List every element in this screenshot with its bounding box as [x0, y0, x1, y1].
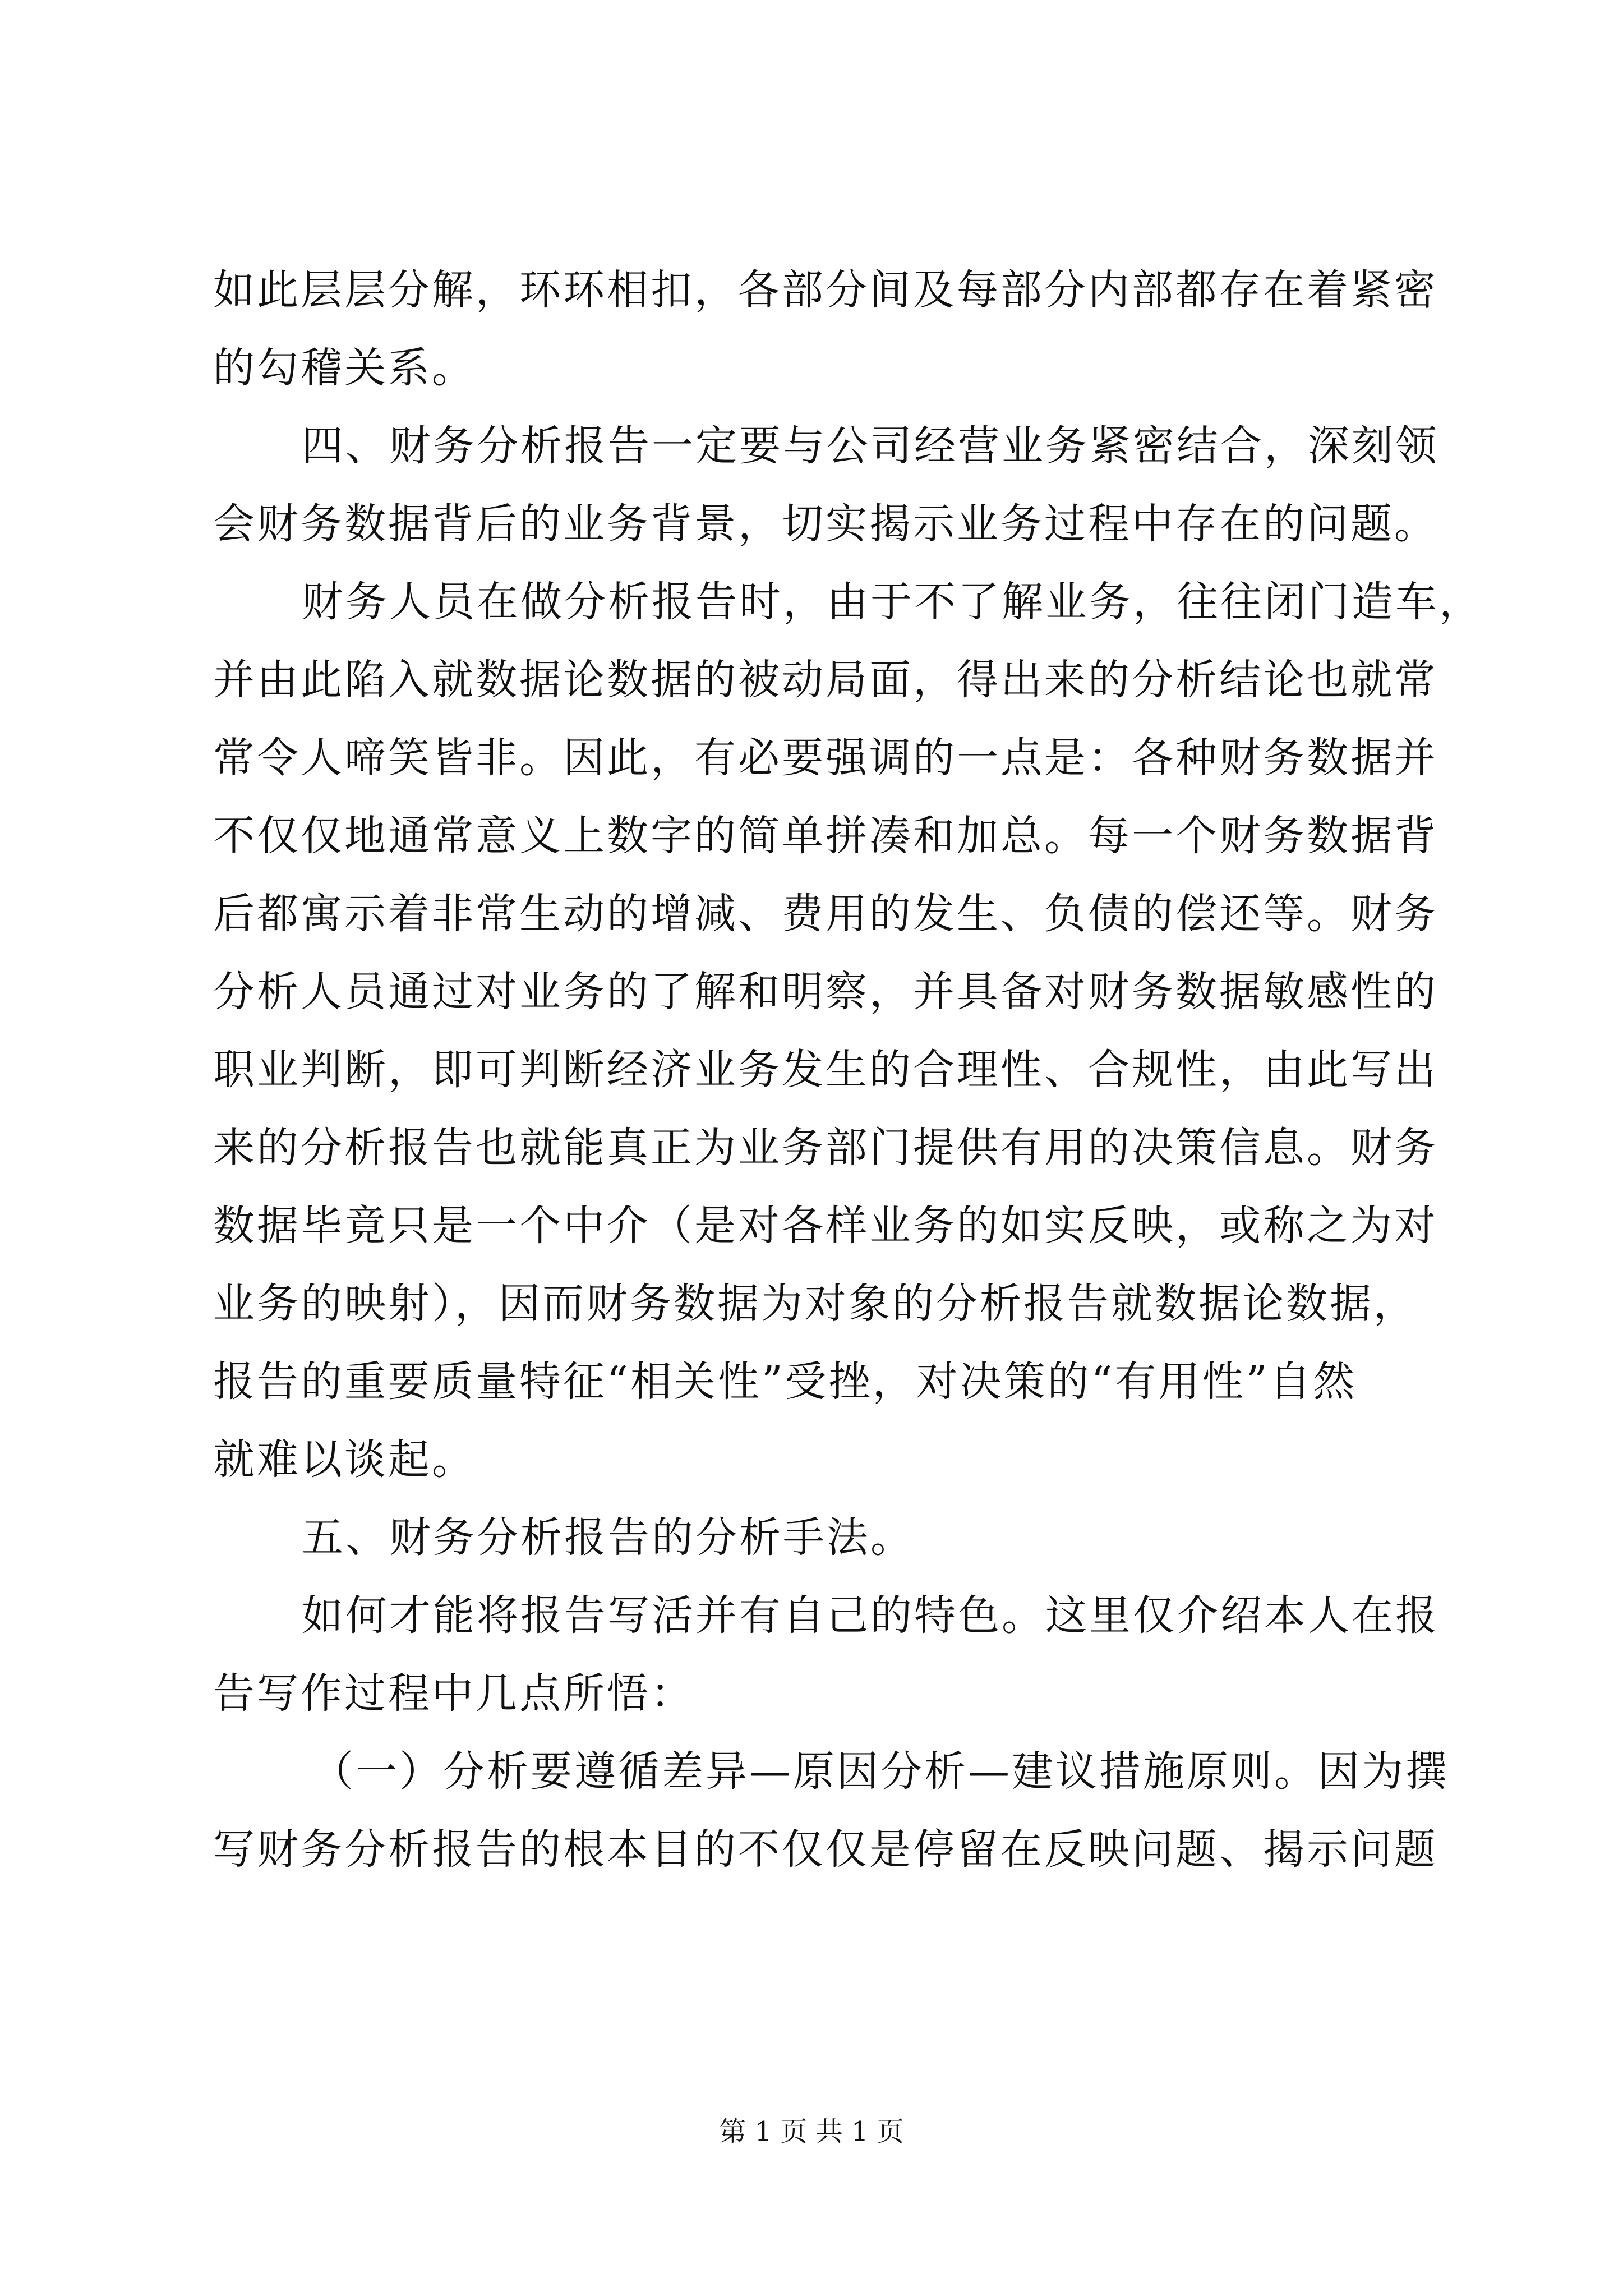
subsection-heading-1: （一）分析要遵循差异—原因分析—建议措施原则。因为撰	[312, 1747, 1449, 1796]
text-line: 不仅仅地通常意义上数字的简单拼凑和加总。每一个财务数据背	[213, 812, 1438, 860]
text-line: 报告的重要质量特征“相关性”受挫，对决策的“有用性”自然	[213, 1358, 1357, 1406]
text-line: 数据毕竟只是一个中介（是对各样业务的如实反映，或称之为对	[213, 1202, 1438, 1250]
text-line: 并由此陷入就数据论数据的被动局面，得出来的分析结论也就常	[213, 656, 1438, 704]
paragraph-start: 财务人员在做分析报告时，由于不了解业务，往往闭门造车，	[302, 578, 1483, 626]
text-line: 就难以谈起。	[213, 1435, 476, 1484]
document-body	[213, 251, 1483, 1889]
text-line: 的勾稽关系。	[213, 344, 476, 392]
text-line: 告写作过程中几点所悟：	[213, 1669, 694, 1718]
section-heading-5: 五、财务分析报告的分析手法。	[302, 1513, 914, 1562]
text-line: 写财务分析报告的根本目的不仅仅是停留在反映问题、揭示问题	[213, 1825, 1438, 1874]
text-line: 会财务数据背后的业务背景，切实揭示业务过程中存在的问题。	[213, 500, 1438, 548]
text-line: 业务的映射），因而财务数据为对象的分析报告就数据论数据，	[213, 1280, 1417, 1328]
section-heading-4: 四、财务分析报告一定要与公司经营业务紧密结合，深刻领	[302, 422, 1439, 470]
text-line: 如此层层分解，环环相扣，各部分间及每部分内部都存在着紧密	[213, 266, 1438, 314]
text-line: 职业判断，即可判断经济业务发生的合理性、合规性，由此写出	[213, 1046, 1438, 1094]
page-footer: 第 1 页 共 1 页	[719, 2116, 904, 2147]
text-line: 后都寓示着非常生动的增减、费用的发生、负债的偿还等。财务	[213, 890, 1438, 938]
text-line: 常令人啼笑皆非。因此，有必要强调的一点是：各种财务数据并	[213, 734, 1438, 782]
text-line: 分析人员通过对业务的了解和明察，并具备对财务数据敏感性的	[213, 968, 1438, 1016]
text-line: 来的分析报告也就能真正为业务部门提供有用的决策信息。财务	[213, 1124, 1438, 1172]
paragraph-start: 如何才能将报告写活并有自己的特色。这里仅介绍本人在报	[302, 1591, 1439, 1640]
